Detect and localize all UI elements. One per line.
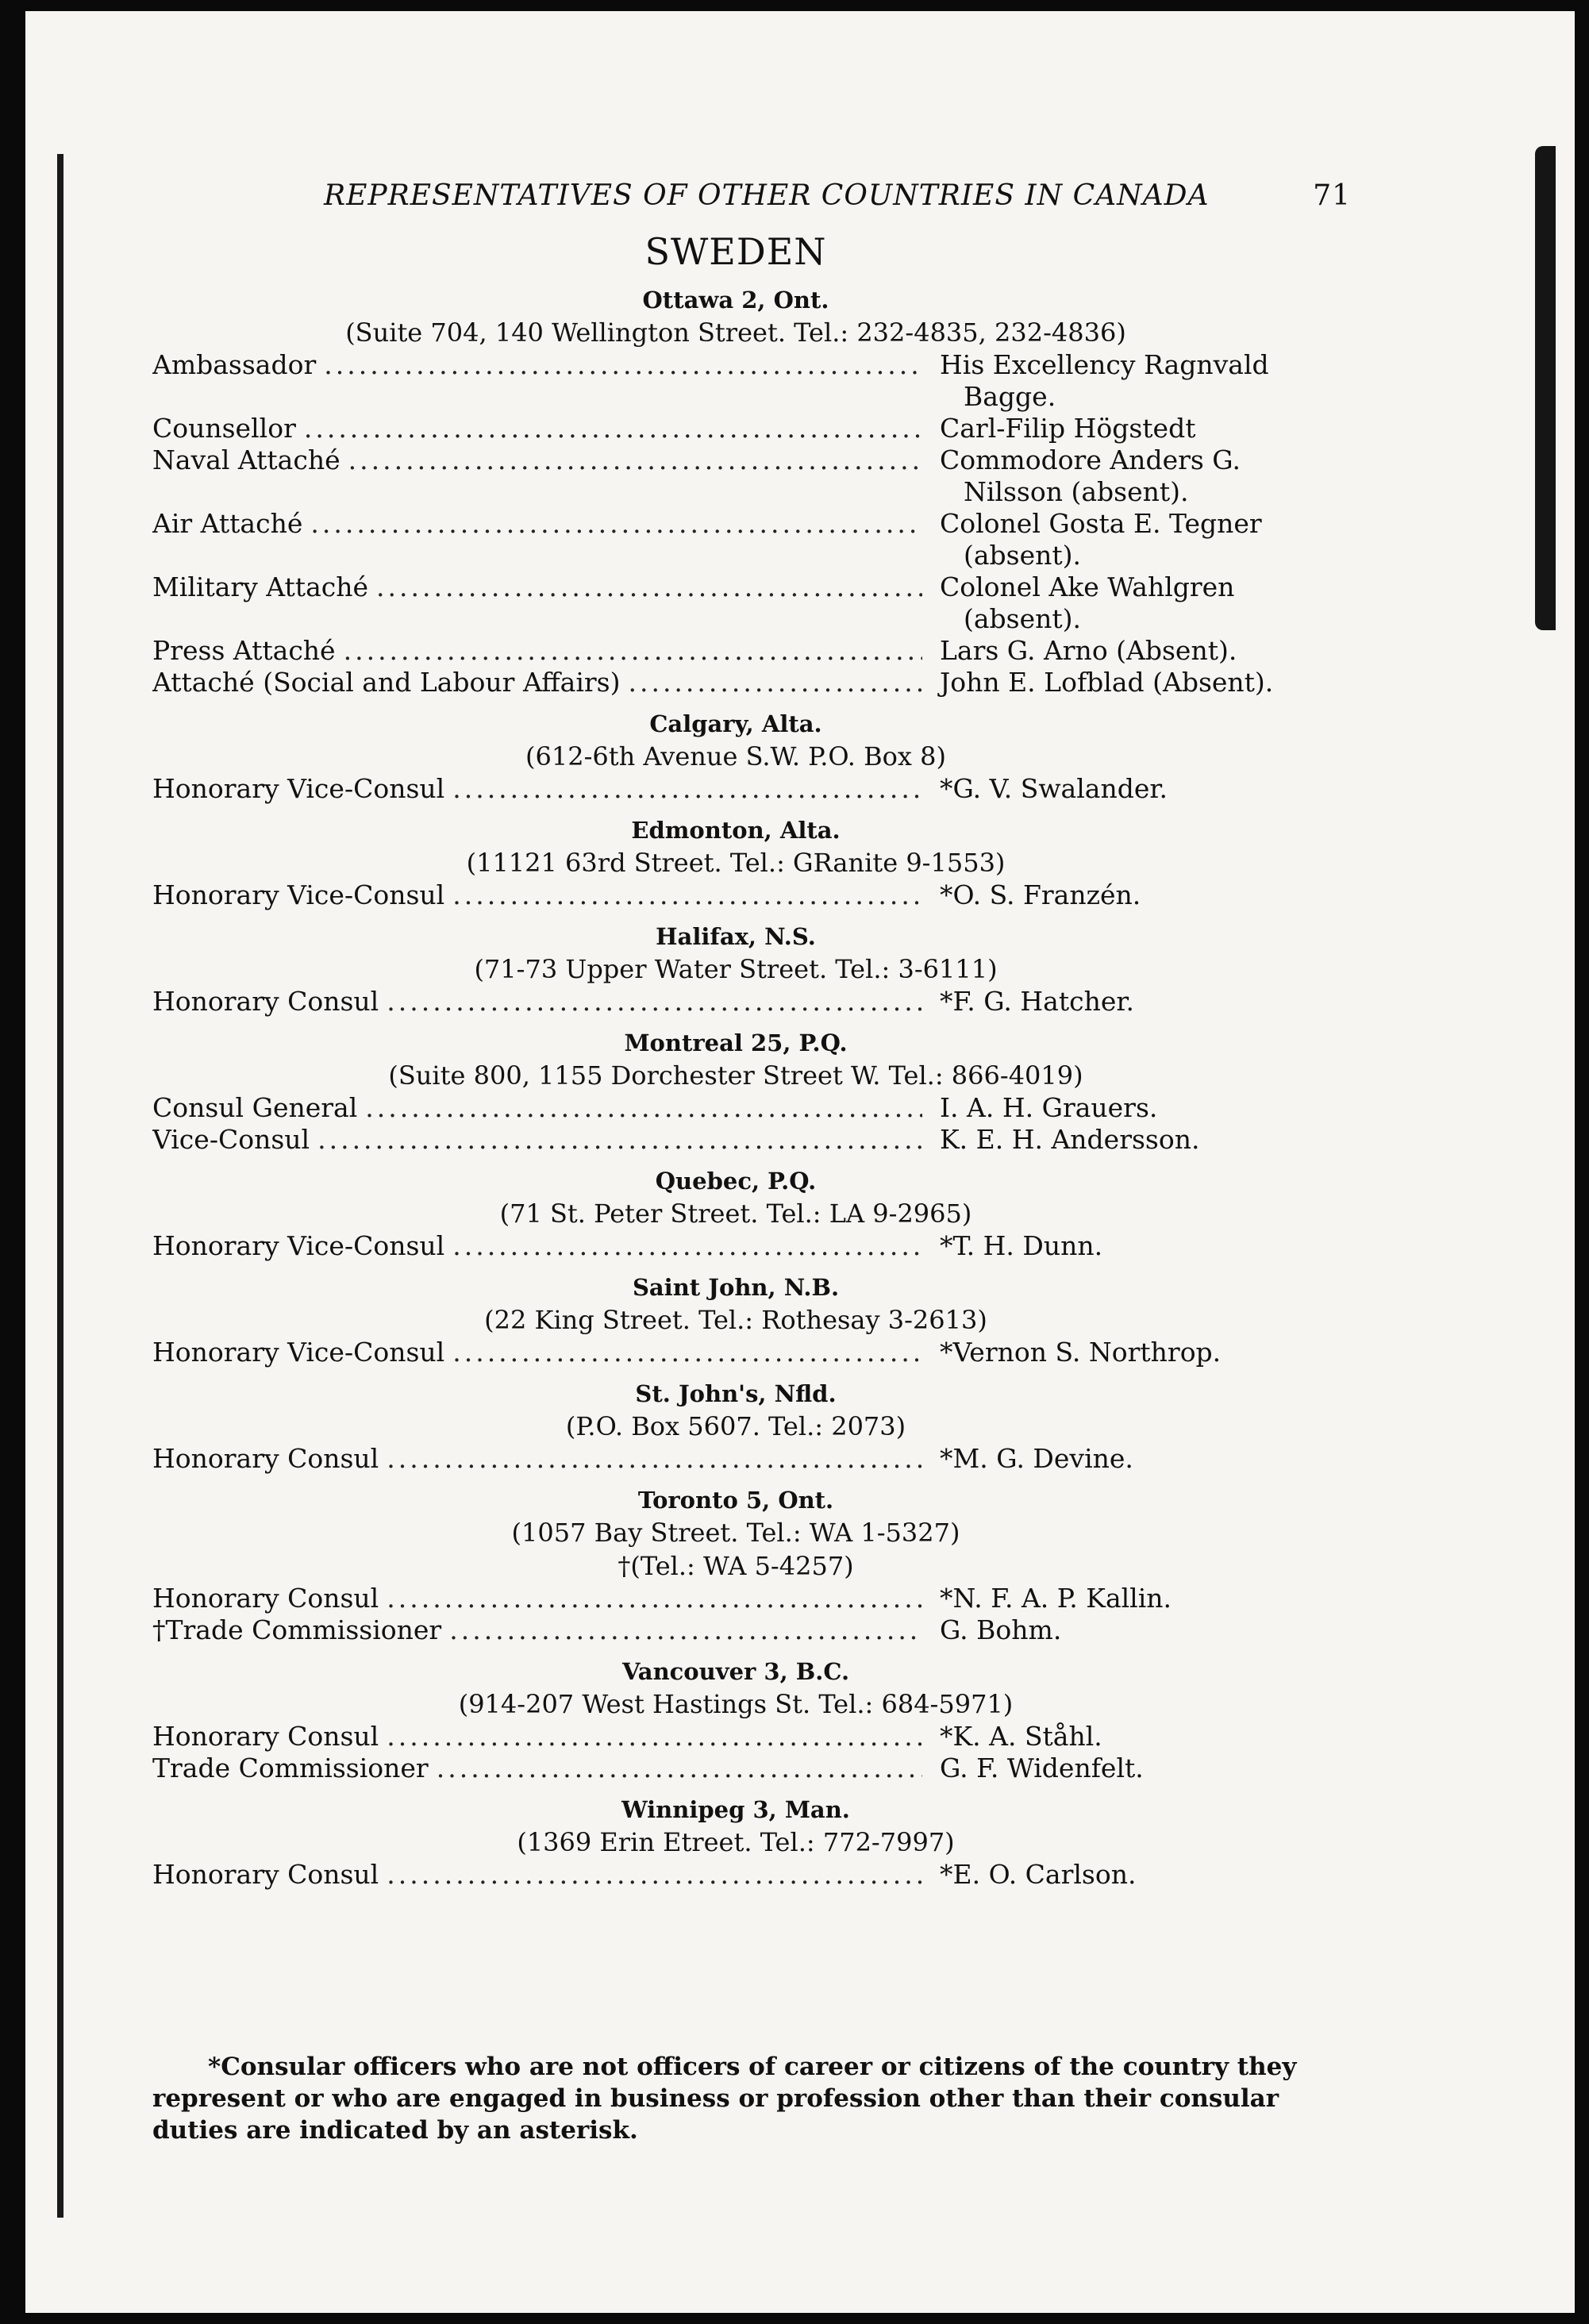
city-section [152,1272,1319,1368]
staff-entry [152,1753,1319,1784]
role-cell [152,1337,922,1368]
address-line: (612-6th Avenue S.W. P.O. Box 8) [525,741,946,771]
city-section [152,1027,1319,1156]
leader-dots [379,1859,922,1891]
officer-name-line: *N. F. A. P. Kallin. [940,1583,1172,1614]
footnote: *Consular officers who are not officers of career or citizens of the country they represent or who are engaged in business or profession other than their consular duties are indicated by an asterisk. [152,2053,1297,2145]
officer-name [922,1583,1319,1614]
leader-dots [379,986,922,1018]
city-heading: Edmonton, Alta. [631,817,841,844]
officer-name-line: G. F. Widenfelt. [940,1753,1144,1783]
role-cell [152,1859,922,1891]
staff-entry [152,1337,1319,1368]
staff-entry [152,1721,1319,1753]
role-cell [152,667,922,698]
officer-name-line: *T. H. Dunn. [940,1230,1103,1261]
role-cell [152,508,922,540]
officer-name [922,1753,1319,1784]
leader-dots [368,571,922,603]
officer-name-line: *K. A. Ståhl. [940,1721,1102,1752]
role-label: Ambassador [152,349,317,380]
leader-dots [302,508,922,540]
leader-dots [316,349,922,381]
city-heading: Vancouver 3, B.C. [621,1658,850,1685]
city-section [152,1794,1319,1891]
officer-name [922,413,1319,444]
page-binding-edge [57,154,63,2218]
staff-entry [152,1443,1319,1475]
address-line: (11121 63rd Street. Tel.: GRanite 9-1553) [466,848,1006,878]
role-label: Honorary Vice-Consul [152,773,445,804]
role-cell [152,1721,922,1753]
staff-entry [152,1614,1319,1646]
address-line: (1057 Bay Street. Tel.: WA 1-5327) [511,1518,960,1548]
city-heading: Montreal 25, P.Q. [624,1029,848,1056]
officer-name-line: I. A. H. Grauers. [940,1092,1158,1123]
page-number: 71 [1313,179,1351,212]
role-cell [152,444,922,476]
staff-entry [152,667,1319,698]
leader-dots [357,1092,922,1124]
address-line: (22 King Street. Tel.: Rothesay 3-2613) [484,1305,987,1335]
city-section [152,1656,1319,1784]
section-list [152,284,1319,1891]
city-heading: Saint John, N.B. [632,1274,840,1301]
role-cell [152,349,922,381]
role-label: Consul General [152,1092,358,1123]
role-label: Honorary Consul [152,1443,379,1474]
address-line: (914-207 West Hastings St. Tel.: 684-5971) [458,1689,1014,1719]
leader-dots [429,1753,922,1784]
role-label: Honorary Vice-Consul [152,1337,445,1368]
leader-dots [296,413,922,444]
leader-dots [310,1124,922,1156]
officer-name-line: *Vernon S. Northrop. [940,1337,1222,1368]
officer-name-line: *G. V. Swalander. [940,773,1168,804]
officer-name [922,1859,1319,1891]
officer-name-line: (absent). [964,603,1082,634]
address-line: (1369 Erin Etreet. Tel.: 772-7997) [517,1827,955,1857]
staff-entry [152,1583,1319,1614]
leader-dots [336,635,922,667]
staff-entry [152,635,1319,667]
officer-name-line: *E. O. Carlson. [940,1859,1137,1890]
role-label: †Trade Commissioner [152,1614,442,1645]
leader-dots [444,1230,922,1262]
officer-name-line: Bagge. [964,381,1056,412]
staff-entry [152,413,1319,444]
officer-name [922,879,1319,911]
staff-entry [152,773,1319,805]
city-section [152,1165,1319,1262]
officer-name [922,508,1319,571]
role-label: Trade Commissioner [152,1753,429,1783]
leader-dots [379,1721,922,1753]
address-line: †(Tel.: WA 5-4257) [618,1551,854,1581]
officer-name-line: Commodore Anders G. [940,444,1241,475]
officer-name-line: G. Bohm. [940,1614,1062,1645]
officer-name-line: K. E. H. Andersson. [940,1124,1200,1155]
city-section [152,708,1319,805]
city-section [152,921,1319,1018]
role-cell [152,1124,922,1156]
leader-dots [379,1583,922,1614]
officer-name [922,1721,1319,1753]
leader-dots [444,773,922,805]
officer-name [922,1443,1319,1475]
adjacent-page-edge [1535,146,1556,630]
officer-name-line: Lars G. Arno (Absent). [940,635,1237,666]
role-cell [152,1753,922,1784]
role-label: Air Attaché [152,508,303,539]
officer-name-line: *O. S. Franzén. [940,879,1141,910]
running-title: REPRESENTATIVES OF OTHER COUNTRIES IN CANADA [324,179,1210,212]
role-label: Attaché (Social and Labour Affairs) [152,667,621,698]
role-label: Honorary Consul [152,1583,379,1614]
staff-entry [152,444,1319,508]
leader-dots [444,1337,922,1368]
role-cell [152,635,922,667]
officer-name [922,1614,1319,1646]
role-label: Honorary Consul [152,1859,379,1890]
city-section [152,284,1319,698]
city-section [152,814,1319,911]
role-cell [152,413,922,444]
officer-name-line: John E. Lofblad (Absent). [940,667,1274,698]
role-cell [152,1614,922,1646]
role-cell [152,986,922,1018]
staff-entry [152,1859,1319,1891]
officer-name [922,1092,1319,1124]
role-label: Honorary Consul [152,1721,379,1752]
leader-dots [340,444,922,476]
role-cell [152,571,922,603]
officer-name [922,349,1319,413]
city-heading: Halifax, N.S. [656,923,816,950]
role-cell [152,773,922,805]
officer-name-line: *M. G. Devine. [940,1443,1133,1474]
role-label: Military Attaché [152,571,369,602]
officer-name [922,1337,1319,1368]
city-section [152,1484,1319,1646]
officer-name-line: Colonel Ake Wahlgren [940,571,1235,602]
role-cell [152,879,922,911]
role-cell [152,1443,922,1475]
role-label: Honorary Vice-Consul [152,879,445,910]
role-cell [152,1092,922,1124]
role-cell [152,1583,922,1614]
officer-name-line: (absent). [964,540,1082,571]
document-page [25,11,1575,2313]
role-label: Honorary Consul [152,986,379,1017]
officer-name-line: *F. G. Hatcher. [940,986,1135,1017]
officer-name [922,571,1319,635]
staff-entry [152,1092,1319,1124]
city-heading: Quebec, P.Q. [655,1168,817,1195]
role-label: Vice-Consul [152,1124,310,1155]
role-label: Honorary Vice-Consul [152,1230,445,1261]
officer-name [922,986,1319,1018]
officer-name [922,635,1319,667]
country-heading: SWEDEN [644,230,827,273]
officer-name [922,667,1319,698]
officer-name [922,773,1319,805]
leader-dots [441,1614,922,1646]
leader-dots [379,1443,922,1475]
address-line: (P.O. Box 5607. Tel.: 2073) [565,1411,906,1441]
staff-entry [152,1230,1319,1262]
officer-name-line: His Excellency Ragnvald [940,349,1269,380]
address-line: (71-73 Upper Water Street. Tel.: 3-6111) [474,954,998,984]
officer-name-line: Nilsson (absent). [964,476,1189,507]
role-label: Counsellor [152,413,296,444]
leader-dots [444,879,922,911]
staff-entry [152,571,1319,635]
city-heading: Calgary, Alta. [649,710,822,737]
address-line: (Suite 704, 140 Wellington Street. Tel.: 232-4835, 232-4836) [345,317,1126,348]
officer-name-line: Carl-Filip Högstedt [940,413,1196,444]
staff-entry [152,986,1319,1018]
city-section [152,1378,1319,1475]
staff-entry [152,349,1319,413]
staff-entry [152,879,1319,911]
directory-content [152,230,1319,1891]
officer-name [922,1230,1319,1262]
city-heading: St. John's, Nfld. [635,1380,837,1407]
role-label: Naval Attaché [152,444,340,475]
city-heading: Toronto 5, Ont. [637,1487,834,1514]
leader-dots [620,667,922,698]
role-label: Press Attaché [152,635,336,666]
address-line: (71 St. Peter Street. Tel.: LA 9-2965) [499,1199,972,1229]
city-heading: Ottawa 2, Ont. [642,287,829,314]
staff-entry [152,508,1319,571]
role-cell [152,1230,922,1262]
officer-name [922,444,1319,508]
staff-entry [152,1124,1319,1156]
officer-name-line: Colonel Gosta E. Tegner [940,508,1262,539]
city-heading: Winnipeg 3, Man. [621,1796,850,1823]
address-line: (Suite 800, 1155 Dorchester Street W. Tel.: 866-4019) [388,1060,1083,1091]
officer-name [922,1124,1319,1156]
